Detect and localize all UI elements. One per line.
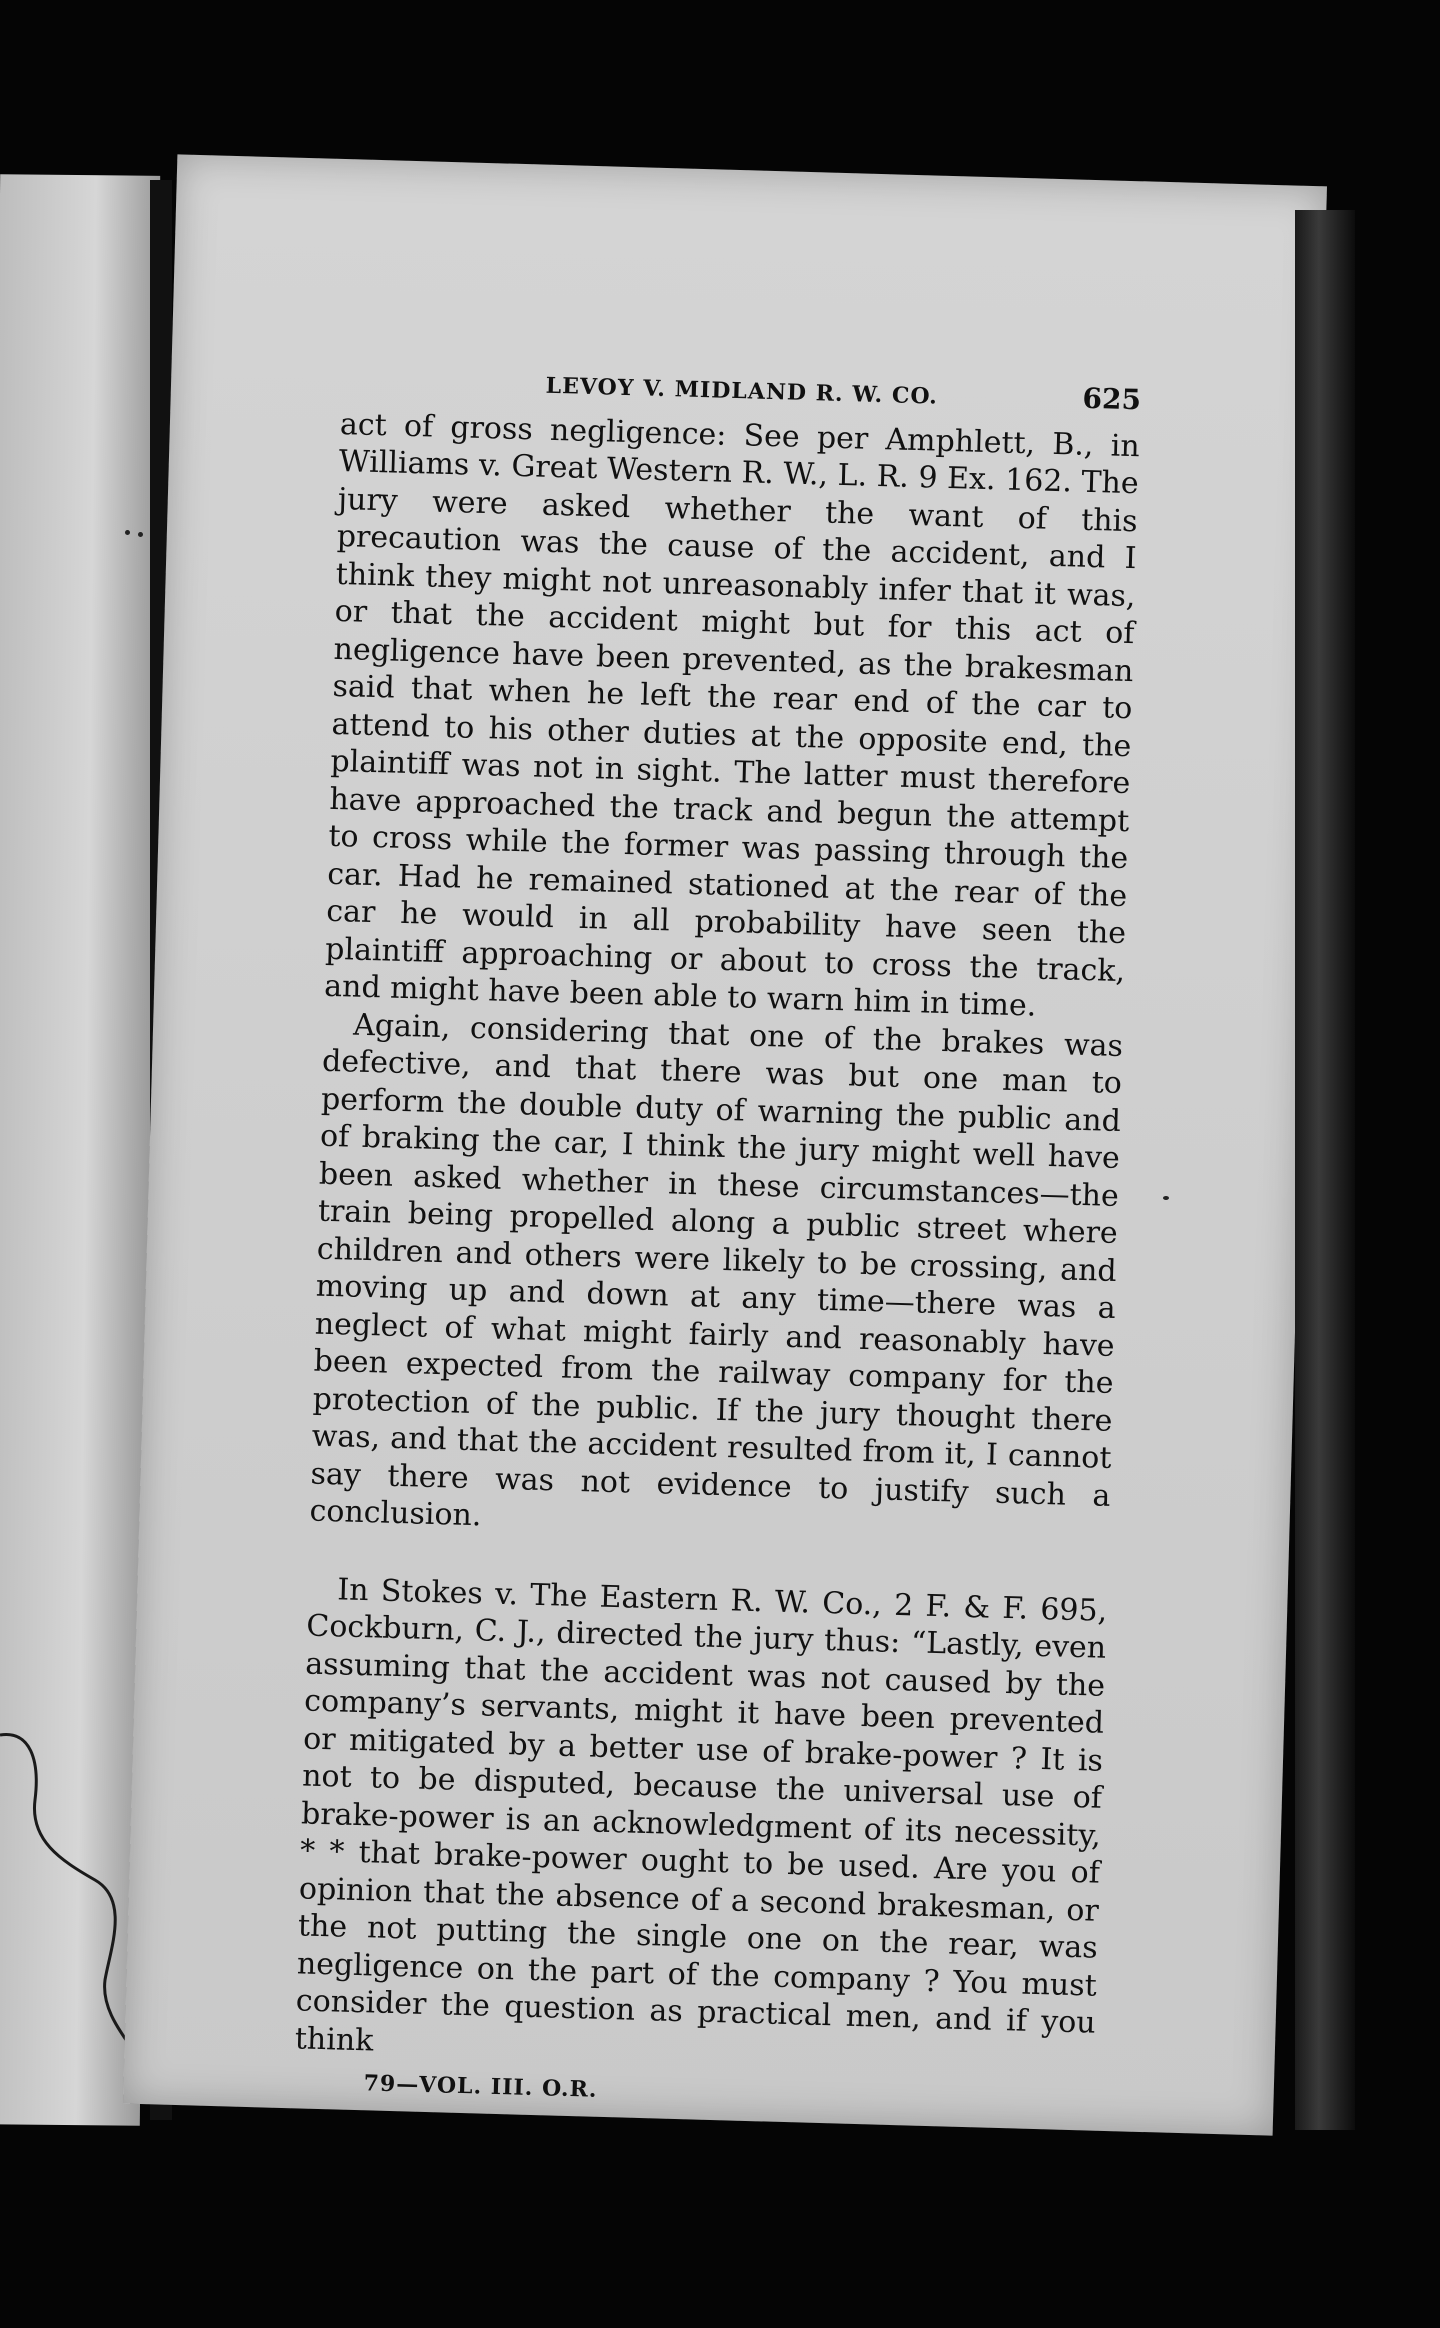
- page-text-block: [293, 359, 1141, 2123]
- dust-speck: [125, 530, 130, 535]
- paragraph-2: Again, considering that one of the brakes was defective, and that there was but one man to perform the double duty of warning the public and of braking the car, I think the jury might well have been asked whether in these circumstances—the train being propelled along a public street where children and others were likely to be crossing, and moving up and down at any time—there was a neglect of what might fairly and reasonably have been expected from the railway company for the protection of the public. If the jury thought there was, and that the accident resulted from it, I cannot say there was not evidence to justify such a conclusion.: [309, 1007, 1124, 1534]
- paragraph-3: In Stokes v. The Eastern R. W. Co., 2 F. & F. 695, Cockburn, C. J., directed the jury thus: “Lastly, even assuming that the accident was not caused by the company’s servants, might it have been prevented or mitigated by a better use of brake-power ? It is not to be disputed, because the universal use of brake-power is an acknowledgment of its necessity, * * that brake-power ought to be used. Are you of opinion that the absence of a second brakesman, or the not putting the single one on the rear, was negligence on the part of the company ? You must consider the question as practical men, and if you think: [294, 1571, 1108, 2059]
- paragraph-1: act of gross negligence: See per Amphlett, B., in Williams v. Great Western R. W., L. R. 9 Ex. 162. The jury were asked whether the want of this precaution was the cause of the accident, and I think they might not unreasonably infer that it was, or that the accident might but for this act of negligence have been prevented, as the brakesman said that when he left the rear end of the car to attend to his other duties at the opposite end, the plaintiff was not in sight. The latter must therefore have approached the track and begun the attempt to cross while the former was passing through the car. Had he remained stationed at the rear of the car he would in all probability have seen the plaintiff approaching or about to cross the track, and might have been able to warn him in time.: [323, 406, 1141, 1024]
- dust-speck: [1163, 1196, 1169, 1200]
- book-page: [123, 154, 1327, 2135]
- signature-mark: 79—VOL. III. O.R.: [363, 2070, 598, 2103]
- running-title: LEVOY V. MIDLAND R. W. CO.: [545, 372, 939, 410]
- right-page-edge: [1295, 210, 1355, 2130]
- dust-speck: [138, 532, 143, 537]
- page-number: 625: [1082, 381, 1142, 417]
